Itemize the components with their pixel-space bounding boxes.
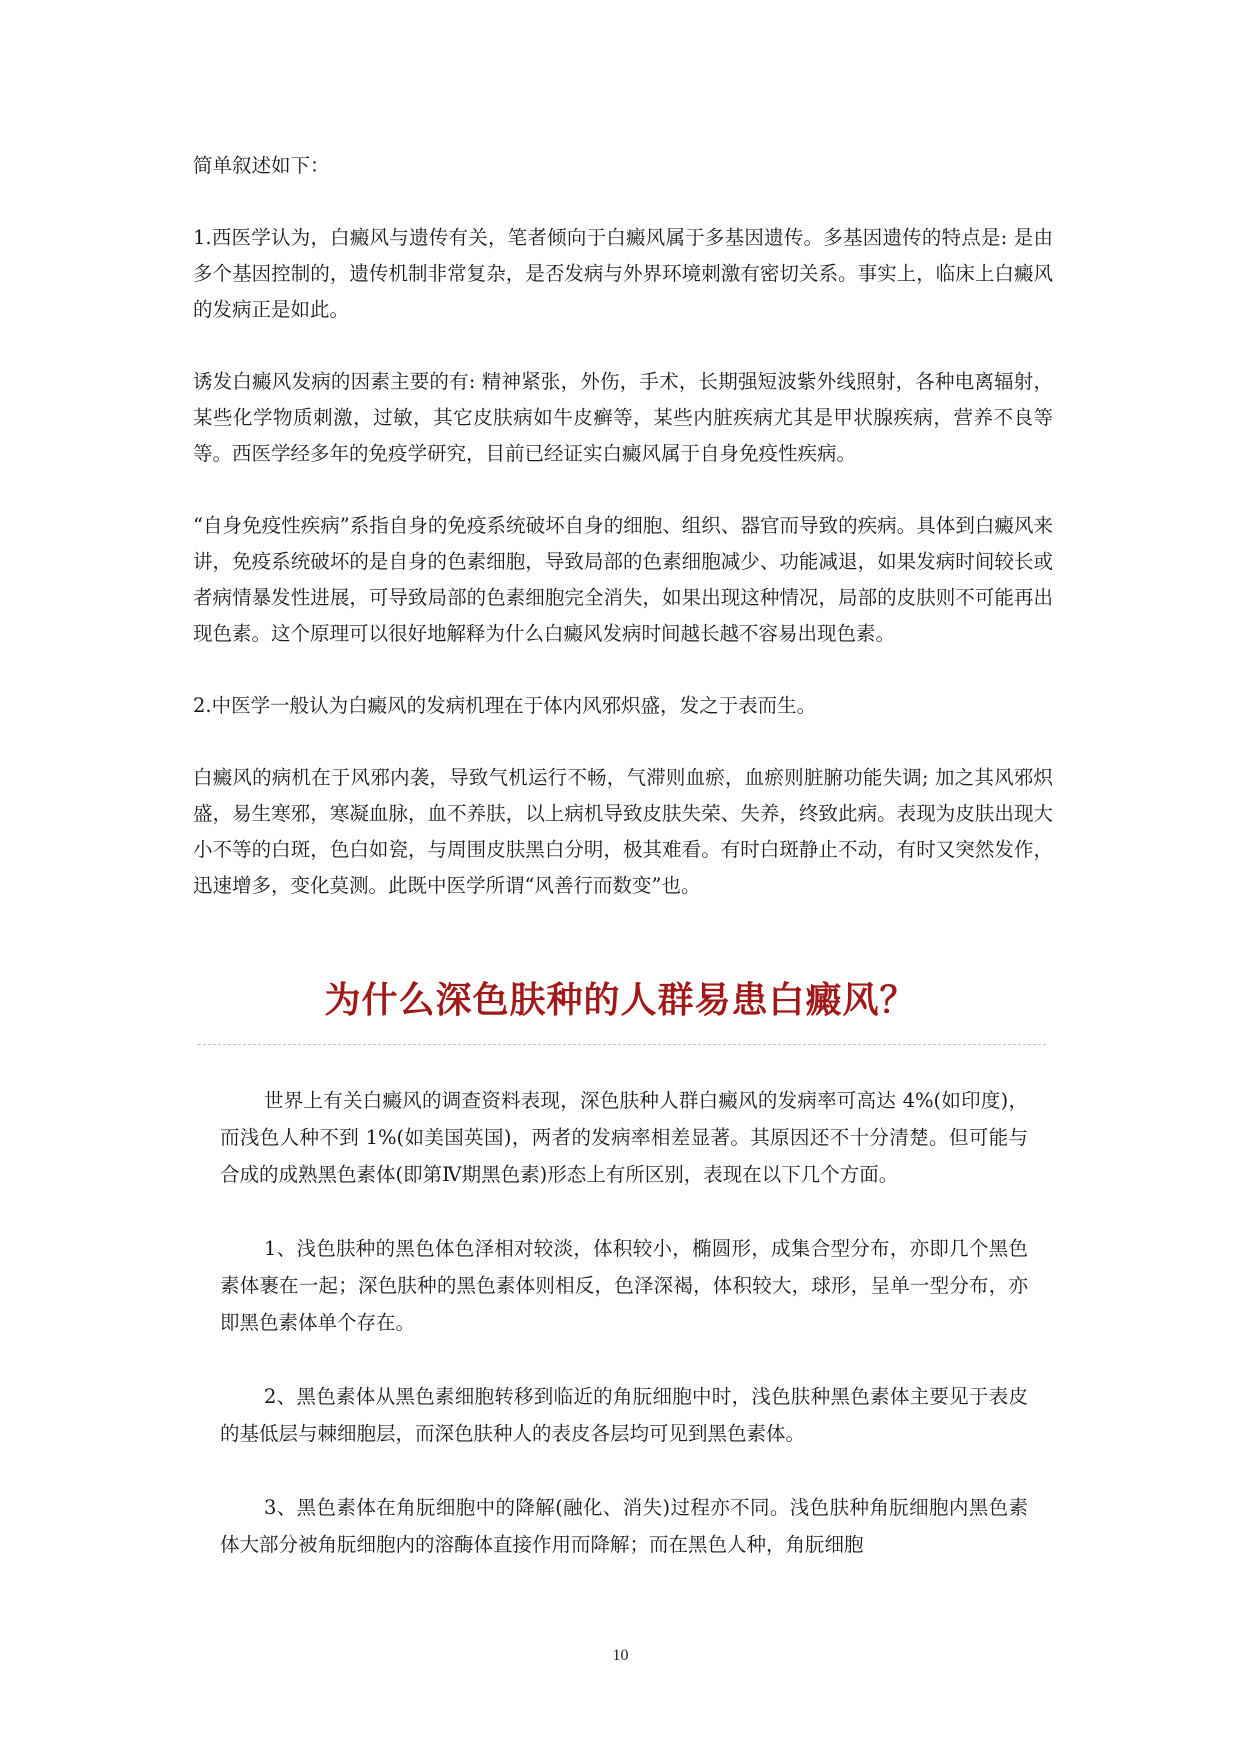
- paragraph-chinese-medicine: 2.中医学一般认为白癜风的发病机理在于体内风邪炽盛，发之于表而生。: [193, 694, 817, 717]
- paragraph-triggers: 诱发白癜风发病的因素主要的有: 精神紧张，外伤，手术，长期强短波紫外线照射，各种电离辐射，某些化学物质刺激，过敏，其它皮肤病如牛皮癣等，某些内脏疾病尤其是甲状腺疾病，营养不良等等。西医学经多年的免疫学研究，目前已经证实白癜风属于自身免疫性疾病。: [193, 370, 1053, 465]
- paragraph-point-3: 3、黑色素体在角朊细胞中的降解(融化、消失)过程亦不同。浅色肤种角朊细胞内黑色素体大部分被角朊细胞内的溶酶体直接作用而降解；而在黑色人种，角朊细胞: [220, 1496, 1028, 1556]
- paragraph-intro: 简单叙述如下：: [193, 154, 330, 177]
- section-heading: 为什么深色肤种的人群易患白癜风？: [324, 980, 917, 1021]
- dashed-divider: [198, 1044, 1046, 1045]
- page-number: 10: [612, 1647, 629, 1664]
- body-text-top: [193, 148, 1053, 940]
- paragraph-point-2: 2、黑色素体从黑色素细胞转移到临近的角朊细胞中时，浅色肤种黑色素体主要见于表皮的基低层与棘细胞层，而深色肤种人的表皮各层均可见到黑色素体。: [220, 1385, 1028, 1445]
- paragraph-autoimmune: “自身免疫性疾病”系指自身的免疫系统破坏自身的细胞、组织、器官而导致的疾病。具体到白癜风来讲，免疫系统破坏的是自身的色素细胞，导致局部的色素细胞减少、功能减退，如果发病时间较长或者病情暴发性进展，可导致局部的色素细胞完全消失，如果出现这种情况，局部的皮肤则不可能再出现色素。这个原理可以很好地解释为什么白癜风发病时间越长越不容易出现色素。: [193, 514, 1053, 645]
- paragraph-incidence: 世界上有关白癜风的调查资料表现，深色肤种人群白癜风的发病率可高达 4%(如印度)，而浅色人种不到 1%(如美国英国)，两者的发病率相差显著。其原因还不十分清楚。但可能与合成的成熟黑色素体(即第Ⅳ期黑色素)形态上有所区别，表现在以下几个方面。: [220, 1089, 1028, 1186]
- paragraph-point-1: 1、浅色肤种的黑色体色泽相对较淡，体积较小，椭圆形，成集合型分布，亦即几个黑色素体裹在一起；深色肤种的黑色素体则相反，色泽深褐，体积较大，球形，呈单一型分布，亦即黑色素体单个存在。: [220, 1237, 1028, 1334]
- paragraph-pathogenesis: 白癜风的病机在于风邪内袭，导致气机运行不畅，气滞则血瘀，血瘀则脏腑功能失调; 加之其风邪炽盛，易生寒邪，寒凝血脉，血不养肤，以上病机导致皮肤失荣、失养，终致此病。表现为皮肤出现大小不等的白斑，色白如瓷，与周围皮肤黑白分明，极其难看。有时白斑静止不动，有时又突然发作，迅速增多，变化莫测。此既中医学所谓“风善行而数变”也。: [193, 766, 1053, 897]
- paragraph-western-medicine: 1.西医学认为，白癜风与遗传有关，笔者倾向于白癜风属于多基因遗传。多基因遗传的特点是: 是由多个基因控制的，遗传机制非常复杂，是否发病与外界环境刺激有密切关系。事实上，临床上白癜风的发病正是如此。: [193, 226, 1053, 321]
- body-text-bottom: [220, 1082, 1028, 1600]
